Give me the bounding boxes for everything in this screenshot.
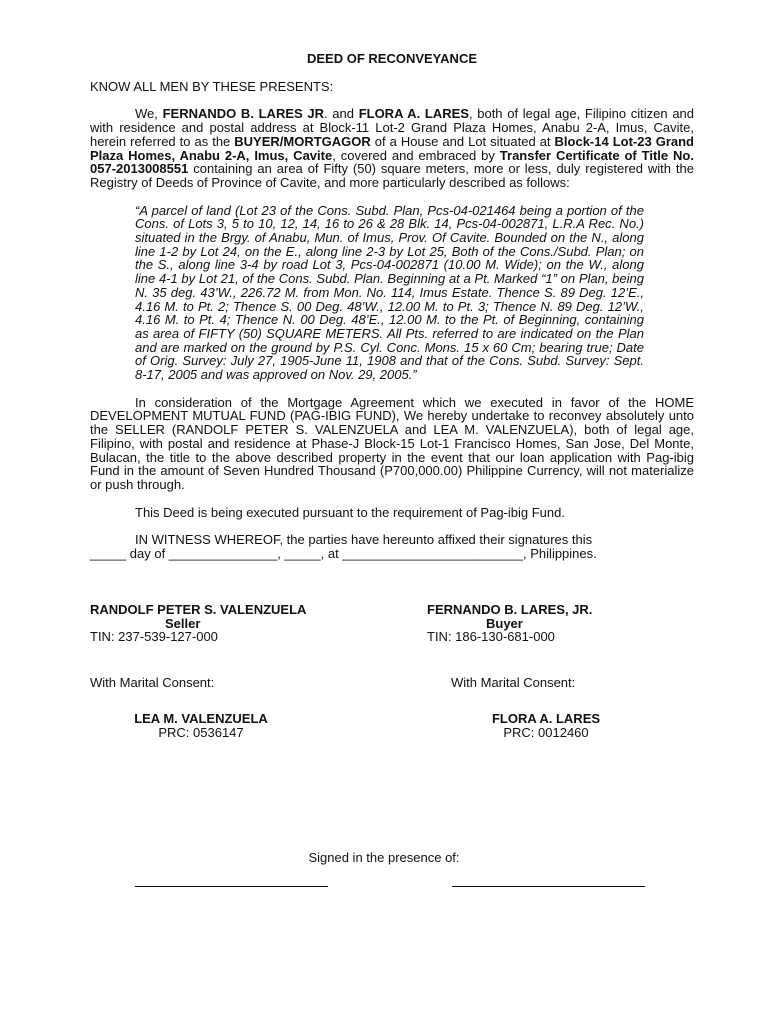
buyer-spouse-block	[482, 712, 610, 739]
buyer-role: Buyer	[486, 615, 523, 631]
buyer-spouse-name-bold: FLORA A. LARES	[358, 106, 469, 122]
technical-description: “A parcel of land (Lot 23 of the Cons. Subd. Plan, Pcs-04-021464 being a portion of the Cons. of Lots 3, 5 to 10, 12, 14, 16 to 26 & 28 Blk. 14, Pcs-04-002871, L.R.A Rec. No.) situated in the Brgy. of Anabu, Mun. of Imus, Prov. Of Cavite. Bounded on the N., along line 1-2 by Lot 24, on the E., along line 2-3 by Lot 25, Both of the Cons./Subd. Plan; on the S., along line 3-4 by road Lot 3, Pcs-04-002871 (10.00 M. Wide); on the W., along line 4-1 by Lot 21, of the Cons. Subd. Plan. Beginning at a Pt. Marked “1” on Plan, being N. 35 deg. 43’W., 226.72 M. from Mon. No. 114, Imus Estate. Thence S. 89 Deg. 12’E., 4.16 M. to Pt. 2; Thence S. 00 Deg. 48’W., 12.00 M. to Pt. 3; Thence N. 89 Deg. 12’W., 4.16 M. to Pt. 4; Thence N. 00 Deg. 48’E., 12.00 M. to the Pt. of Beginning, containing as area of FIFTY (50) SQUARE METERS. All Pts. referred to are indicated on the Plan and are marked on the ground by P.S. Cyl. Conc. Mons. 15 x 60 Cm; bearing true; Date of Orig. Survey: July 27, 1905-June 11, 1908 and that of the Cons. Subd. Survey: Sept. 8-17, 2005 and was approved on Nov. 29, 2005.”	[135, 202, 644, 383]
marital-consent-row	[90, 676, 694, 690]
parties-text: . and	[324, 106, 359, 122]
buyer-name-bold: FERNANDO B. LARES JR	[162, 106, 324, 122]
spouse-row	[90, 712, 694, 742]
know-all-men-line: KNOW ALL MEN BY THESE PRESENTS:	[90, 78, 334, 94]
seller-spouse-prc: PRC: 0536147	[158, 724, 244, 740]
buyer-role-bold: BUYER/MORTGAGOR	[234, 133, 371, 149]
buyer-tin: TIN: 186-130-681-000	[427, 629, 555, 645]
witness-whereof-line: IN WITNESS WHEREOF, the parties have hereunto affixed their signatures this	[135, 532, 593, 548]
seller-spouse-name: LEA M. VALENZUELA	[134, 710, 268, 726]
date-place-line: _____ day of _______________, _____, at _________________________, Philippines.	[90, 546, 597, 562]
signatory-row	[90, 603, 694, 649]
document-title: DEED OF RECONVEYANCE	[307, 51, 477, 66]
consideration-paragraph: In consideration of the Mortgage Agreement which we executed in favor of the HOME DEVELOPMENT MUTUAL FUND (PAG-IBIG FUND), We hereby undertake to reconvey absolutely unto the SELLER (RANDOLF PETER S. VALENZUELA and LEA M. VALENZUELA), both of legal age, Filipino, with postal and residence at Phase-J Block-15 Lot-1 Francisco Homes, San Jose, Del Monte, Bulacan, the title to the above described property in the event that our loan application with Pag-ibig Fund in the amount of Seven Hundred Thousand (P700,000.00) Philippine Currency, will not materialize or push through.	[90, 394, 694, 492]
seller-block	[90, 603, 306, 644]
parties-paragraph	[90, 107, 694, 189]
witness-signature-line-left	[135, 886, 328, 887]
pagibig-paragraph: This Deed is being executed pursuant to the requirement of Pag-ibig Fund.	[135, 504, 565, 520]
parties-text: of a House and Lot situated at	[370, 133, 555, 149]
signed-in-presence-label: Signed in the presence of:	[308, 850, 460, 865]
seller-name: RANDOLF PETER S. VALENZUELA	[90, 601, 307, 617]
consent-right: With Marital Consent:	[451, 674, 576, 690]
parties-text: We,	[135, 106, 163, 122]
seller-spouse-block	[123, 712, 279, 739]
property-location-bold: Block-14 Lot-23 Grand Plaza Homes, Anabu 2-A, Imus, Cavite	[90, 133, 694, 163]
buyer-name: FERNANDO B. LARES, JR.	[427, 601, 593, 617]
seller-role: Seller	[165, 615, 201, 631]
parties-text: , both of legal age, Filipino citizen and with residence and postal address at Block-11 Lot-2 Grand Plaza Homes, Anabu 2-A, Imus, Cavite, herein referred to as the	[90, 106, 695, 149]
buyer-spouse-prc: PRC: 0012460	[503, 724, 589, 740]
buyer-spouse-name: FLORA A. LARES	[491, 710, 601, 726]
title-number-bold: Transfer Certificate of Title No. 057-2013008551	[90, 147, 694, 177]
parties-text: containing an area of Fifty (50) square meters, more or less, duly registered with the Registry of Deeds of Province of Cavite, and more particularly described as follows:	[90, 161, 694, 190]
buyer-block	[427, 603, 592, 644]
seller-tin: TIN: 237-539-127-000	[90, 629, 218, 645]
deed-document	[90, 52, 694, 742]
witness-signature-line-right	[452, 886, 645, 887]
consent-left: With Marital Consent:	[90, 674, 215, 690]
parties-text: , covered and embraced by	[332, 147, 500, 163]
